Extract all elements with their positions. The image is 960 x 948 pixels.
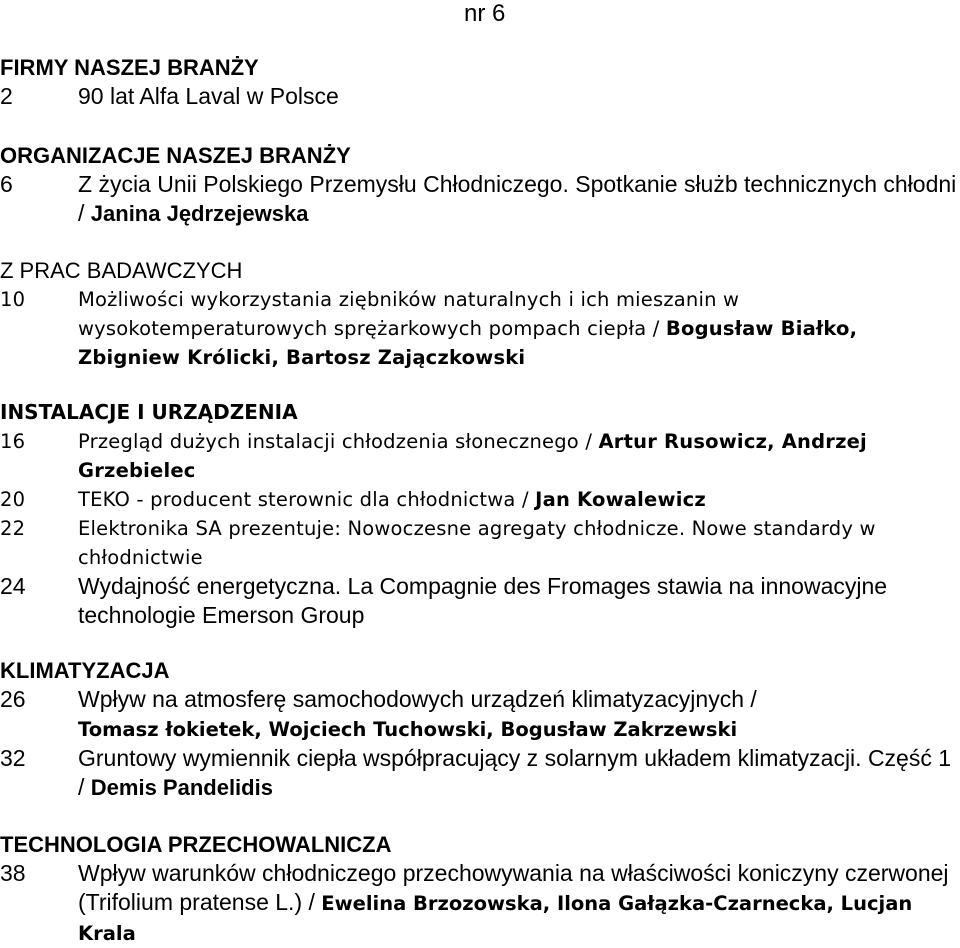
page-number: 16	[0, 430, 26, 453]
entry-title: TEKO - producent sterownic dla chłodnictwa /	[78, 488, 536, 511]
page-number: 24	[0, 573, 26, 599]
entry-title: Możliwości wykorzystania ziębników naturalnych i ich mieszanin w wysokotemperaturowych sprężarkowych pompach ciepła /	[78, 288, 740, 340]
page-number: 22	[0, 517, 26, 540]
entry-title: Wpływ na atmosferę samochodowych urządzeń klimatyzacyjnych /	[78, 686, 757, 712]
entry-authors: Ewelina Brzozowska, Ilona Gałązka-Czarnecka, Lucjan Krala	[78, 892, 913, 945]
toc-entry[interactable]	[0, 572, 958, 630]
toc-entry[interactable]	[0, 685, 958, 744]
section-badawcze	[0, 256, 958, 372]
entry-authors: Artur Rusowicz, Andrzej Grzebielec	[78, 430, 867, 482]
toc-entry[interactable]	[0, 427, 958, 485]
section-firmy	[0, 53, 958, 111]
section-instalacje	[0, 398, 958, 630]
toc-entry[interactable]	[0, 514, 958, 572]
page-number: 6	[0, 171, 13, 197]
page-number: 32	[0, 745, 26, 771]
entry-authors: Janina Jędrzejewska	[90, 201, 309, 226]
entry-authors: Jan Kowalewicz	[535, 488, 706, 511]
section-klimatyzacja	[0, 656, 958, 802]
page-number: 10	[0, 288, 26, 311]
page-number: 38	[0, 860, 26, 886]
section-title: ORGANIZACJE NASZEJ BRANŻY	[0, 143, 351, 168]
entry-authors: Tomasz łokietek, Wojciech Tuchowski, Bogusław Zakrzewski	[78, 718, 738, 741]
entry-title: Z życia Unii Polskiego Przemysłu Chłodniczego. Spotkanie służb technicznych chłodni /	[78, 171, 957, 226]
entry-title: Wydajność energetyczna. La Compagnie des Fromages stawia na innowacyjne technologie Emerson Group	[78, 573, 888, 628]
page-number: 20	[0, 488, 26, 511]
entry-title: Wpływ warunków chłodniczego przechowywania na właściwości koniczyny czerwonej (Trifolium pratense L.) /	[78, 860, 949, 915]
section-organizacje	[0, 141, 958, 228]
section-title: INSTALACJE I URZĄDZENIA	[0, 400, 298, 424]
section-technologia	[0, 830, 958, 948]
toc-entry[interactable]	[0, 485, 958, 514]
page-number: 2	[0, 83, 13, 109]
entry-title: Elektronika SA prezentuje: Nowoczesne agregaty chłodnicze. Nowe standardy w chłodnictwie	[78, 517, 876, 569]
section-title: Z PRAC BADAWCZYCH	[0, 258, 243, 283]
toc-entry[interactable]	[0, 82, 958, 111]
page-number: 26	[0, 686, 26, 712]
entry-authors: Bogusław Białko, Zbigniew Królicki, Bartosz Zajączkowski	[78, 317, 858, 369]
toc-entry[interactable]	[0, 859, 958, 948]
toc-entry[interactable]	[0, 170, 958, 228]
section-title: TECHNOLOGIA PRZECHOWALNICZA	[0, 832, 392, 857]
toc-entry[interactable]	[0, 744, 958, 802]
toc-entry[interactable]	[0, 285, 958, 372]
section-title: FIRMY NASZEJ BRANŻY	[0, 55, 259, 80]
entry-authors: Demis Pandelidis	[90, 775, 273, 800]
entry-title: 90 lat Alfa Laval w Polsce	[78, 83, 339, 109]
entry-title: Gruntowy wymiennik ciepła współpracujący z solarnym układem klimatyzacji. Część 1 /	[78, 745, 952, 800]
issue-number: nr 6	[464, 0, 506, 27]
section-title: KLIMATYZACJA	[0, 658, 170, 683]
entry-title: Przegląd dużych instalacji chłodzenia słonecznego /	[78, 430, 599, 453]
